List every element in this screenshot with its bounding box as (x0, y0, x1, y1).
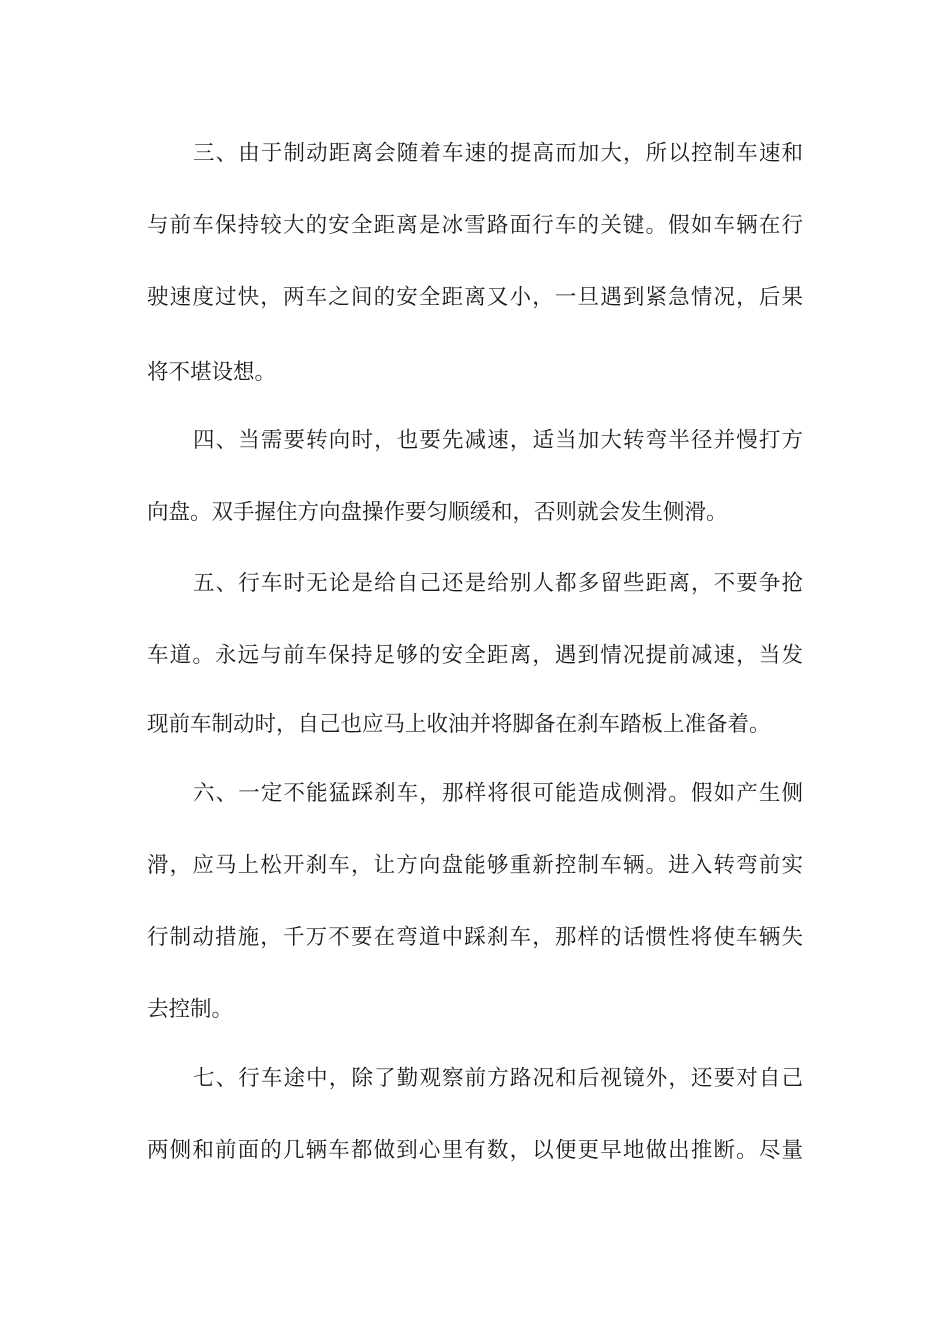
paragraph-5-line-3: 现前车制动时，自己也应马上收油并将脚备在刹车踏板上准备着。 (147, 712, 771, 737)
paragraph-6-line-3: 行制动措施，千万不要在弯道中踩刹车，那样的话惯性将使车辆失 (147, 925, 803, 950)
paragraph-5-line-2: 车道。永远与前车保持足够的安全距离，遇到情况提前减速，当发 (147, 643, 803, 668)
paragraph-3-line-4: 将不堪设想。 (147, 360, 277, 385)
paragraph-6-line-4: 去控制。 (147, 997, 234, 1022)
paragraph-6-line-1: 六、一定不能猛踩刹车，那样将很可能造成侧滑。假如产生侧 (193, 781, 803, 806)
paragraph-4-line-2: 向盘。双手握住方向盘操作要匀顺缓和，否则就会发生侧滑。 (147, 500, 728, 525)
paragraph-7-line-1: 七、行车途中，除了勤观察前方路况和后视镜外，还要对自己 (193, 1066, 803, 1091)
paragraph-3-line-1: 三、由于制动距离会随着车速的提高而加大，所以控制车速和 (193, 141, 803, 166)
paragraph-4-line-1: 四、当需要转向时，也要先减速，适当加大转弯半径并慢打方 (193, 428, 803, 453)
paragraph-6-line-2: 滑，应马上松开刹车，让方向盘能够重新控制车辆。进入转弯前实 (147, 853, 803, 878)
paragraph-7-line-2: 两侧和前面的几辆车都做到心里有数，以便更早地做出推断。尽量 (147, 1138, 803, 1163)
paragraph-3-line-2: 与前车保持较大的安全距离是冰雪路面行车的关键。假如车辆在行 (147, 213, 803, 238)
paragraph-5-line-1: 五、行车时无论是给自己还是给别人都多留些距离，不要争抢 (193, 571, 803, 596)
paragraph-3-line-3: 驶速度过快，两车之间的安全距离又小，一旦遇到紧急情况，后果 (147, 285, 803, 310)
